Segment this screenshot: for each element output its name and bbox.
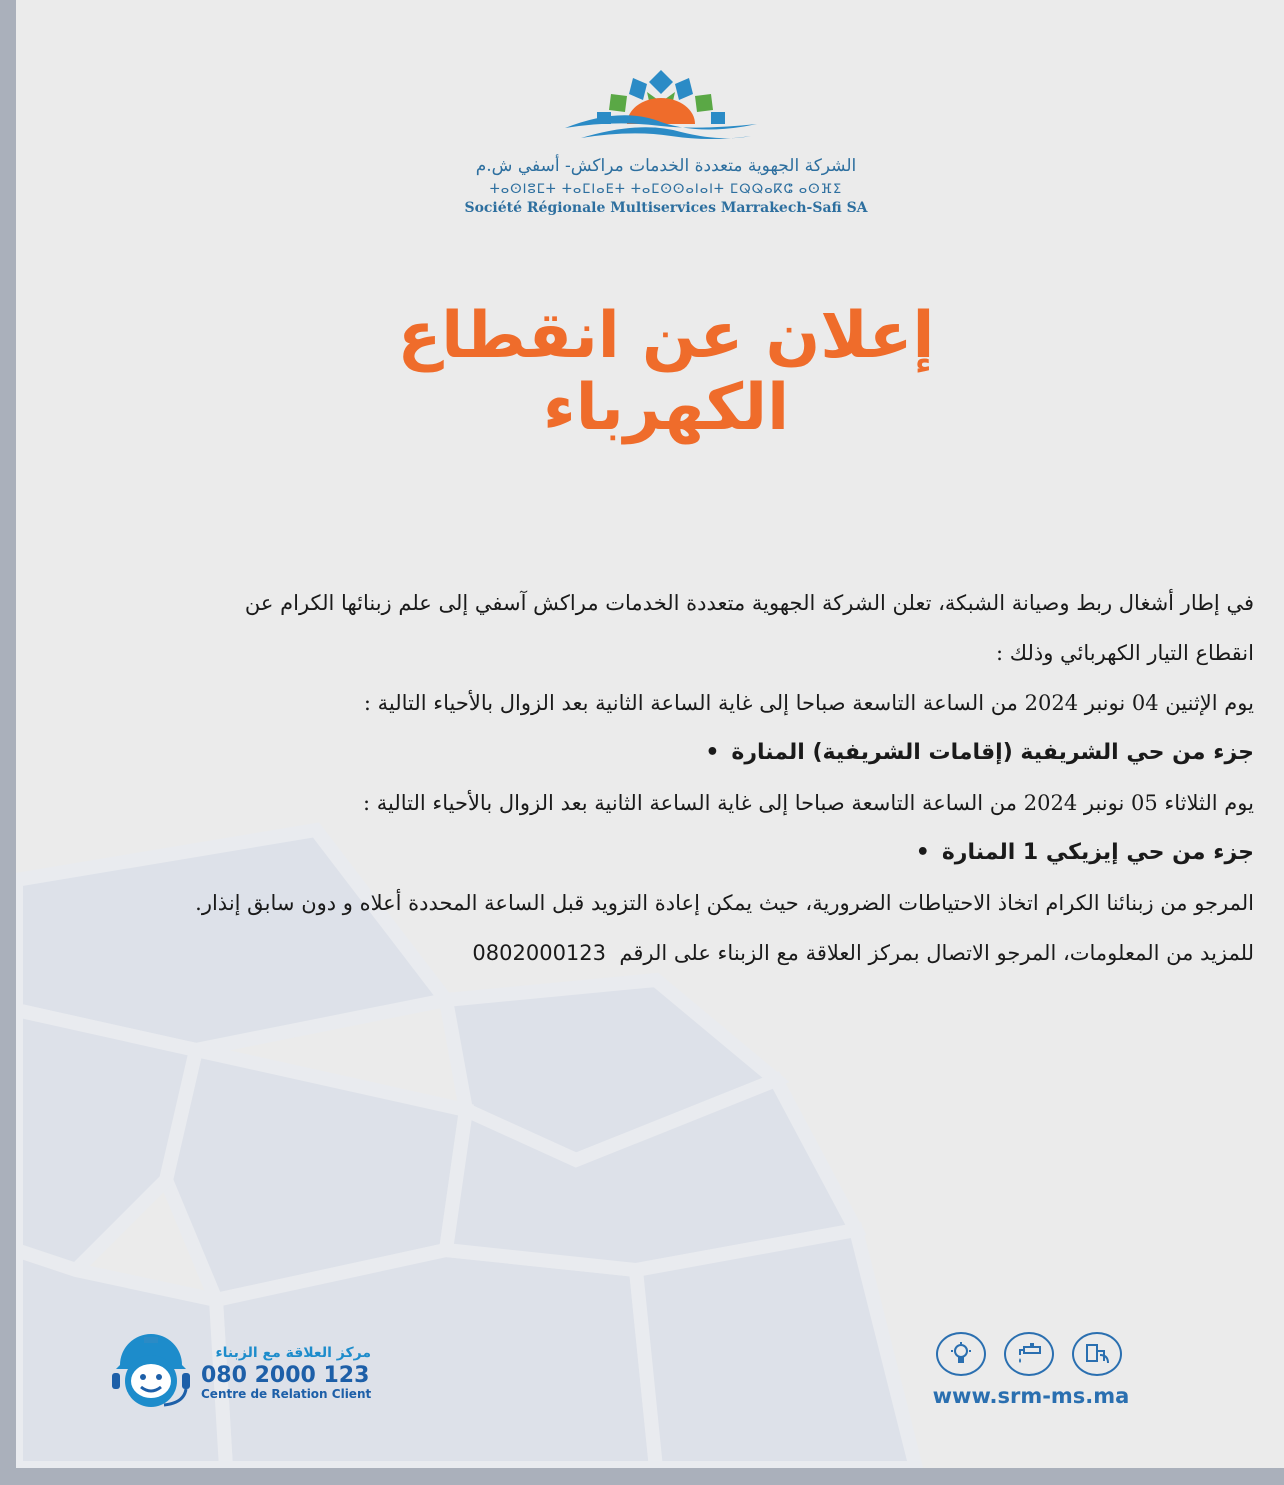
intro-continuation: انقطاع التيار الكهربائي وذلك : [996,641,1254,665]
sanitation-icon [1072,1332,1122,1376]
announcement-title [316,300,1016,444]
company-name-arabic: الشركة الجهوية متعددة الخدمات مراكش- أسفي ش.م [475,156,857,176]
day-2-schedule: يوم الثلاثاء 05 نونبر 2024 من الساعة التاسعة صباحا إلى غاية الساعة الثانية بعد الزوال بالأحياء التالية : [362,791,1254,815]
intro-paragraph: في إطار أشغال ربط وصيانة الشبكة، تعلن الشركة الجهوية متعددة الخدمات مراكش آسفي إلى علم زبنائها الكرام عن [244,591,1254,615]
website-link[interactable]: www.srm-ms.ma [932,1384,1130,1408]
title-line-2: الكهرباء [542,371,790,445]
title-line-1: إعلان عن انقطاع [397,299,935,373]
electricity-icon [936,1332,986,1376]
contact-line [54,928,1254,978]
day-1-schedule: يوم الإثنين 04 نونبر 2024 من الساعة التاسعة صباحا إلى غاية الساعة الثانية بعد الزوال بالأحياء التالية : [363,691,1254,715]
customer-relation-center [106,1325,406,1415]
area-1-text: جزء من حي الشريفية (إقامات الشريفية) المنارة [731,740,1254,765]
announcement-page [16,0,1284,1468]
affected-area-1 [54,728,1254,778]
affected-area-2 [54,828,1254,878]
mascot-helmet-icon [106,1325,196,1409]
bullet-icon: • [915,840,930,865]
crc-label-french: Centre de Relation Client [201,1387,372,1401]
company-name-french: Société Régionale Multiservices Marrakech-Safi SA [464,200,868,216]
water-tap-icon [1004,1332,1054,1376]
crc-label-arabic: مركز العلاقة مع الزبناء [215,1345,371,1361]
crc-phone-number: 080 2000 123 [201,1363,370,1388]
precaution-notice: المرجو من زبنائنا الكرام اتخاذ الاحتياطات الضرورية، حيث يمكن إعادة التزويد قبل الساعة المحددة أعلاه و دون سابق إنذار. [195,891,1254,915]
company-name-tifinagh: ⵜⴰⵙⵏⵓⵎⵜ ⵜⴰⵎⵏⴰⴹⵜ ⵜⴰⵎⵙⵙⴰⵏⴰⵏⵜ ⵎⵕⵕⴰⴽⵛ ⴰⵙⴼⵉ [489,182,843,197]
area-2-text: جزء من حي إيزيكي 1 المنارة [941,840,1254,865]
logo-emblem-icon [561,62,761,144]
bullet-icon: • [705,740,720,765]
announcement-body [54,578,1254,978]
company-logo [436,62,896,222]
contact-number: 0802000123 [472,941,607,965]
contact-text: للمزيد من المعلومات، المرجو الاتصال بمركز العلاقة مع الزبناء على الرقم [619,941,1254,965]
services-footer [906,1332,1166,1422]
